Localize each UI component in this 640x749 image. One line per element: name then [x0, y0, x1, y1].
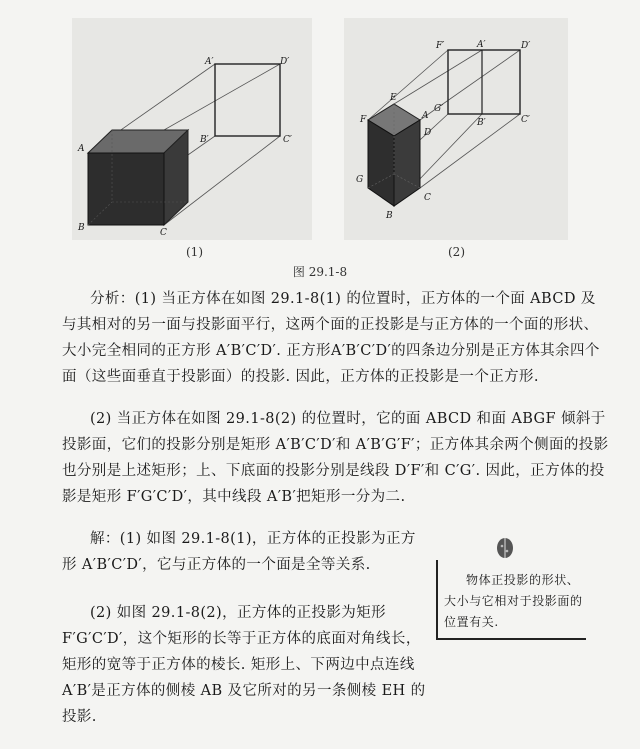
cube-projection-diagram-1 — [72, 18, 312, 240]
label-B: B — [78, 223, 85, 233]
label-G: G — [356, 175, 364, 185]
label-A: A — [422, 111, 429, 121]
figure-1-panel — [72, 18, 312, 240]
leaf-icon — [494, 534, 516, 560]
analysis-paragraph-2: (2) 当正方体在如图 29.1-8(2) 的位置时，它的面 ABCD 和面 ABGF 倾斜于投影面，它们的投影分别是矩形 A′B′C′D′和 A′B′G′F′；正方体其余两个侧面的投影也分别是上述矩形；上、下底面的投影分别是线段 D′F′和 C′G′. 因此，正方体的投影是矩形 F′G′C′D′，其中线段 A′B′把矩形一分为二. — [62, 411, 609, 505]
label-E: E — [390, 93, 397, 103]
label-A-prime: A′ — [205, 57, 214, 67]
projected-square — [215, 64, 280, 136]
label-D-prime: D′ — [521, 41, 531, 51]
label-A: A — [78, 144, 85, 154]
label-B-prime: B′ — [477, 118, 486, 128]
cube-front-face — [88, 153, 164, 225]
label-D: D — [424, 128, 432, 138]
side-note-text: 物体正投影的形状、大小与它相对于投影面的位置有关. — [444, 573, 583, 629]
cube-projection-diagram-2 — [344, 18, 568, 240]
solution-paragraph-2: (2) 如图 29.1-8(2)，正方体的正投影为矩形F′G′C′D′，这个矩形的长等于正方体的底面对角线长，矩形的宽等于正方体的棱长. 矩形上、下两边中点连线A′B′是正方体的侧棱 AB 及它所对的另一条侧棱 EH 的投影. — [62, 605, 426, 725]
label-C-prime: C′ — [283, 135, 292, 145]
label-B: B — [386, 211, 393, 221]
analysis-paragraph-1: 分析：(1) 当正方体在如图 29.1-8(1) 的位置时，正方体的一个面 ABCD 及与其相对的另一面与投影面平行，这两个面的正投影是与正方体的一个面的形状、大小完全相同的正方形 A′B′C′D′. 正方形A′B′C′D′的四条边分别是正方体其余四个面（这些面垂直于投影面）的投影. 因此，正方体的正投影是一个正方形. — [62, 291, 600, 385]
label-F-prime: F′ — [436, 41, 445, 51]
figure-2-panel — [344, 18, 568, 240]
label-F: F — [360, 115, 367, 125]
subfigure-label-1: (1) — [186, 245, 203, 259]
label-C: C — [424, 193, 431, 203]
subfigure-label-2: (2) — [448, 245, 465, 259]
side-note-border-left — [436, 560, 438, 638]
projected-rectangle — [448, 50, 520, 114]
figure-caption: 图 29.1-8 — [292, 265, 348, 279]
side-note-border-bottom — [436, 638, 586, 640]
solution-paragraph-1: 解：(1) 如图 29.1-8(1)，正方体的正投影为正方形 A′B′C′D′，它与正方体的一个面是全等关系. — [62, 531, 416, 573]
label-A-prime: A′ — [477, 40, 486, 50]
label-D-prime: D′ — [280, 57, 290, 67]
label-G-prime: G′ — [434, 104, 444, 114]
label-B-prime: B′ — [200, 135, 209, 145]
label-C-prime: C′ — [521, 115, 530, 125]
label-C: C — [160, 228, 167, 238]
